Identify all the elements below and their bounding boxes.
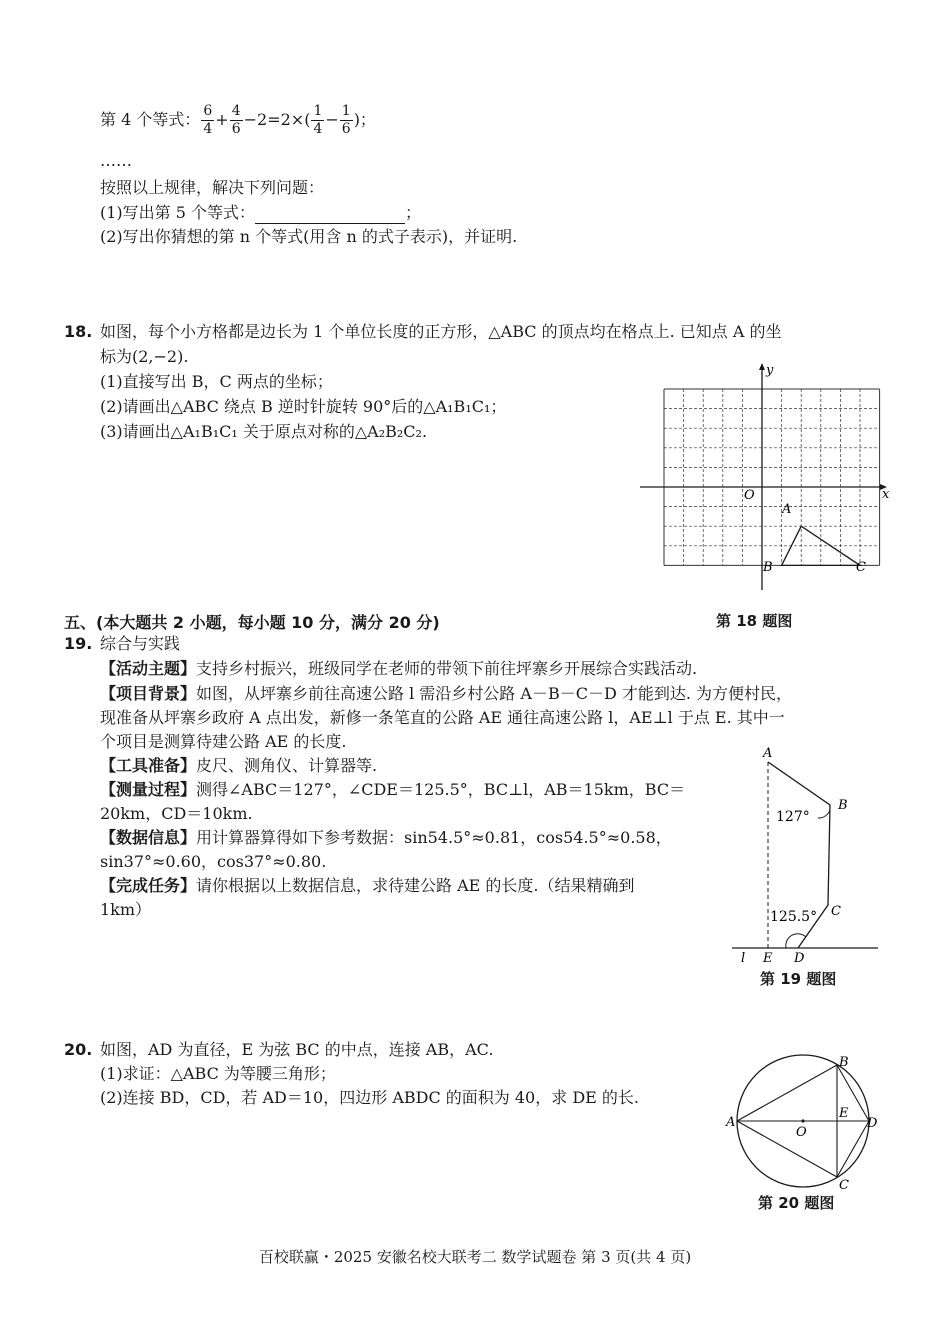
point-d-label: D (794, 951, 805, 966)
q17-ellipsis: …… (100, 151, 132, 170)
q19-tools (100, 755, 377, 777)
q19-title: 综合与实践 (100, 634, 181, 653)
q18-number: 18. (64, 322, 93, 341)
background-tag: 【项目背景】 (100, 684, 197, 703)
numerator: 1 (313, 103, 323, 119)
q19-measure (100, 779, 685, 801)
measure-text: 测得∠ABC＝127°，∠CDE＝125.5°，BC⊥l，AB＝15km，BC＝ (196, 780, 686, 799)
q19-task-line2: 1km） (100, 900, 152, 919)
point-c-label: C (839, 1178, 849, 1193)
operator: − (325, 110, 339, 129)
q18-caption: 第 18 题图 (716, 612, 793, 630)
grid-lines (664, 389, 880, 565)
q19-background-line3: 个项目是测算待建公路 AE 的长度. (100, 732, 347, 751)
data-tag: 【数据信息】 (100, 828, 197, 847)
q20-line1: 如图，AD 为直径，E 为弦 BC 的中点，连接 AB，AC. (100, 1040, 494, 1059)
q20-figure (720, 1050, 890, 1195)
q20-caption: 第 20 题图 (758, 1194, 835, 1212)
task-text: 请你根据以上数据信息，求待建公路 AE 的长度.（结果精确到 (196, 876, 635, 895)
x-label: x (882, 487, 890, 502)
q19-background-line2: 现准备从坪寨乡政府 A 点出发，新修一条笔直的公路 AE 通往高速公路 l，AE⊥l 于点 E. 其中一 (100, 708, 785, 727)
q20-part2: (2)连接 BD，CD，若 AD＝10，四边形 ABDC 的面积为 40，求 DE 的长. (100, 1088, 640, 1107)
denominator: 6 (341, 121, 351, 137)
q19-background (100, 683, 792, 705)
q17-part1-text: (1)写出第 5 个等式： (100, 203, 256, 222)
task-tag: 【完成任务】 (100, 876, 197, 895)
fraction (311, 103, 324, 138)
q18-grid-figure (640, 360, 900, 600)
fraction (340, 103, 353, 138)
q18-part2: (2)请画出△ABC 绕点 B 逆时针旋转 90°后的△A₁B₁C₁； (100, 397, 507, 416)
background-text: 如图，从坪寨乡前往高速公路 l 需沿乡村公路 A－B－C－D 才能到达. 为方便村民， (196, 684, 793, 703)
point-a-label: A (726, 1115, 736, 1130)
point-d-label: D (867, 1116, 878, 1131)
q17-eq4-mid: −2=2×( (243, 110, 311, 129)
segment-cd (837, 1121, 869, 1177)
page-footer: 百校联赢・2025 安徽名校大联考二 数学试题卷 第 3 页(共 4 页) (258, 1248, 692, 1266)
answer-blank[interactable] (255, 207, 405, 224)
q18-line2: 标为(2,−2). (100, 347, 189, 366)
q17-instruction: 按照以上规律，解决下列问题： (100, 178, 325, 197)
numerator: 6 (203, 103, 213, 119)
tools-tag: 【工具准备】 (100, 756, 197, 775)
segment-ac (737, 1121, 837, 1177)
q17-eq4 (100, 103, 376, 138)
q18-line1: 如图，每个小方格都是边长为 1 个单位长度的正方形，△ABC 的顶点均在格点上. 已知点 A 的坐 (100, 322, 782, 341)
point-b-label: B (839, 1055, 849, 1070)
numerator: 1 (341, 103, 351, 119)
tools-text: 皮尺、测角仪、计算器等. (196, 756, 378, 775)
theme-tag: 【活动主题】 (100, 659, 197, 678)
line-l-label: l (741, 951, 746, 966)
q17-eq4-prefix: 第 4 个等式： (100, 110, 201, 129)
theme-text: 支持乡村振兴，班级同学在老师的带领下前往坪寨乡开展综合实践活动. (196, 659, 698, 678)
segment-ab (737, 1065, 837, 1121)
q19-task (100, 875, 635, 897)
q18-part1: (1)直接写出 B，C 两点的坐标； (100, 372, 333, 391)
measure-tag: 【测量过程】 (100, 780, 197, 799)
fraction (230, 103, 243, 138)
section-heading: 五、(本大题共 2 小题，每小题 10 分，满分 20 分) (64, 613, 440, 632)
q19-number: 19. (64, 634, 93, 653)
q17-part1 (100, 202, 421, 224)
q19-theme (100, 658, 697, 680)
fraction (201, 103, 214, 138)
q20-number: 20. (64, 1040, 93, 1059)
point-o-label: O (796, 1125, 807, 1140)
q17-part1-suffix: ； (405, 203, 422, 222)
point-c-label: C (856, 560, 866, 575)
point-b-label: B (838, 798, 848, 813)
point-e-label: E (839, 1106, 849, 1121)
q18-part3: (3)请画出△A₁B₁C₁ 关于原点对称的△A₂B₂C₂. (100, 422, 428, 441)
point-c-label: C (831, 904, 841, 919)
y-label: y (766, 363, 774, 378)
operator: + (215, 110, 229, 129)
numerator: 4 (231, 103, 241, 119)
denominator: 4 (313, 121, 323, 137)
q19-caption: 第 19 题图 (760, 970, 837, 988)
denominator: 6 (231, 121, 241, 137)
q19-data (100, 827, 672, 849)
angle-d-label: 125.5° (770, 909, 818, 925)
center-dot (801, 1119, 804, 1122)
point-e-label: E (763, 951, 773, 966)
q20-part1: (1)求证：△ABC 为等腰三角形； (100, 1064, 336, 1083)
q19-measure-line2: 20km，CD＝10km. (100, 804, 253, 823)
q17-eq4-end: )； (353, 110, 376, 129)
y-axis-arrow-icon (759, 363, 765, 370)
denominator: 4 (203, 121, 213, 137)
point-b-label: B (763, 560, 773, 575)
q17-part2: (2)写出你猜想的第 n 个等式(用含 n 的式子表示)，并证明. (100, 227, 518, 246)
q19-figure (725, 740, 895, 970)
point-a-label: A (782, 502, 792, 517)
angle-b-arc (818, 810, 830, 818)
q19-data-line2: sin37°≈0.60，cos37°≈0.80. (100, 852, 327, 871)
data-text: 用计算器算得如下参考数据：sin54.5°≈0.81，cos54.5°≈0.58， (196, 828, 672, 847)
angle-b-label: 127° (776, 809, 810, 825)
origin-label: O (744, 488, 755, 503)
point-a-label: A (763, 746, 773, 761)
